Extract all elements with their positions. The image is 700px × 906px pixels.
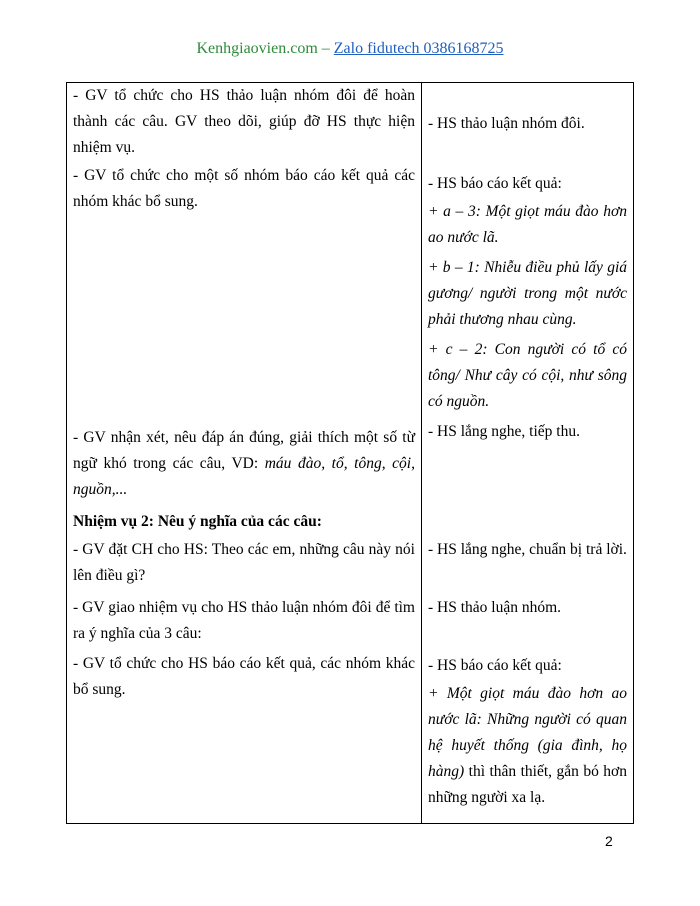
student-listen-prepare: - HS lắng nghe, chuẩn bị trả lời. [428,541,627,558]
meaning-answer-italic: + Một giọt máu đào hơn ao nước lã: Những người có quan hệ huyết thống (gia đình, họ hàng) [428,685,627,780]
teacher-step-assign: - GV giao nhiệm vụ cho HS thảo luận nhóm đôi để tìm ra ý nghĩa của 3 câu: [73,599,415,642]
teacher-step-question: - GV đặt CH cho HS: Theo các em, những câu này nói lên điều gì? [73,541,415,584]
teacher-step-report-2: - GV tổ chức cho HS báo cáo kết quả, các nhóm khác bổ sung. [73,655,415,698]
meaning-answer-text: thì thân thiết, gắn bó hơn những người xa lạ. [428,763,627,806]
feedback-text: - GV nhận xét, nêu đáp án đúng, giải thích một số từ ngữ khó trong các câu, VD: [73,429,415,472]
zalo-link[interactable]: Zalo fidutech 0386168725 [333,40,504,57]
header-separator: – [317,40,334,57]
student-report: - HS báo cáo kết quả: [428,175,562,192]
teacher-step-feedback [73,425,415,503]
teacher-step-report: - GV tổ chức cho một số nhóm báo cáo kết quả các nhóm khác bổ sung. [73,167,415,210]
teacher-step-group-discussion: - GV tổ chức cho HS thảo luận nhóm đôi để hoàn thành các câu. GV theo dõi, giúp đỡ HS thực hiện nhiệm vụ. [73,87,415,156]
student-discuss-pairs: - HS thảo luận nhóm đôi. [428,115,585,132]
answer-c-2: + c – 2: Con người có tổ có tông/ Như cây có cội, như sông có nguồn. [428,341,627,410]
meaning-answer-1 [428,681,627,811]
student-discuss-group: - HS thảo luận nhóm. [428,599,562,616]
task-2-heading: Nhiệm vụ 2: Nêu ý nghĩa của các câu: [73,513,322,530]
lesson-table [66,82,634,824]
feedback-examples: máu đào, tổ, tông, cội, nguồn,... [73,455,415,498]
student-listen: - HS lắng nghe, tiếp thu. [428,423,580,440]
student-report-2: - HS báo cáo kết quả: [428,657,562,674]
page-header [0,40,700,58]
column-divider [421,83,422,823]
answer-b-1: + b – 1: Nhiễu điều phủ lấy giá gương/ người trong một nước phải thương nhau cùng. [428,259,627,328]
site-name: Kenhgiaovien.com [196,40,318,57]
page-number: 2 [605,833,613,849]
answer-a-3: + a – 3: Một giọt máu đào hơn ao nước lã. [428,203,627,246]
